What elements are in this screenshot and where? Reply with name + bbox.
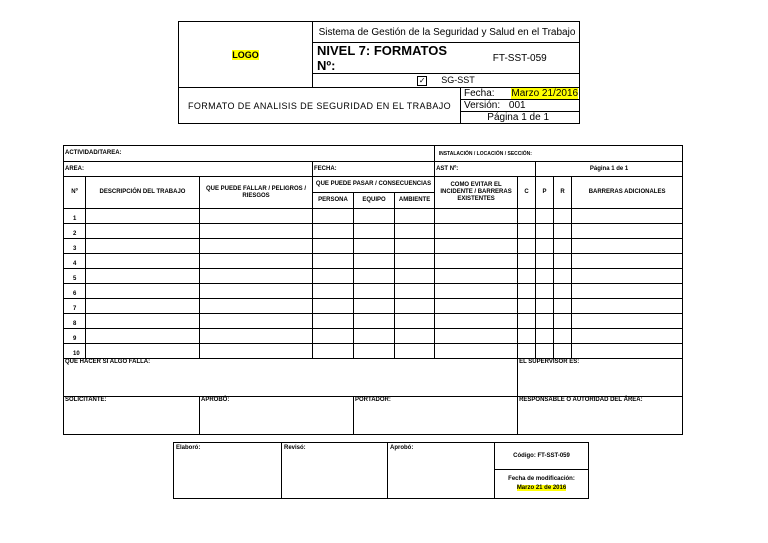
row-number: 8 [64, 314, 86, 329]
table-row [64, 284, 683, 299]
fecha-value: Marzo 21/2016 [511, 88, 579, 99]
row-number: 9 [64, 329, 86, 344]
col-r-header: R [554, 177, 572, 209]
col-persona-header: PERSONA [313, 193, 354, 209]
codigo-label: Código: FT-SST-059 [495, 443, 589, 470]
fecha-row [461, 88, 579, 100]
col-evitar-header: COMO EVITAR EL INCIDENTE / BARRERAS EXISTENTES [435, 177, 518, 209]
logo-placeholder: LOGO [232, 49, 259, 60]
aprobo-field[interactable]: APROBÓ: [200, 397, 354, 435]
table-row [64, 344, 683, 359]
approval-footer [173, 442, 589, 499]
fecha-modificacion [495, 470, 589, 499]
col-ambiente-header: AMBIENTE [395, 193, 435, 209]
portador-field[interactable]: PORTADOR: [354, 397, 518, 435]
table-row [64, 254, 683, 269]
col-desc-header: DESCRIPCIÓN DEL TRABAJO [86, 177, 200, 209]
supervisor-field[interactable]: EL SUPERVISOR ES: [518, 359, 683, 397]
solicitante-field[interactable]: SOLICITANTE: [64, 397, 200, 435]
elaboro-field[interactable]: Elaboró: [174, 443, 282, 499]
row-number: 10 [64, 344, 86, 359]
version-label: Versión: [464, 100, 501, 111]
que-hacer-field[interactable]: QUE HACER SI ALGO FALLA: [64, 359, 518, 397]
page-number: Página 1 de 1 [487, 112, 549, 123]
fecha-mod-label: Fecha de modificación: [508, 476, 575, 482]
col-que-fallar-header: QUE PUEDE FALLAR / PELIGROS / RIESGOS [200, 177, 313, 209]
col-consecuencias-header: QUE PUEDE PASAR / CONSECUENCIAS [313, 177, 435, 193]
logo-cell [179, 22, 313, 88]
table-row [64, 209, 683, 224]
col-c-header: C [518, 177, 536, 209]
col-equipo-header: EQUIPO [354, 193, 395, 209]
ast-form-table [63, 145, 683, 435]
actividad-field[interactable]: ACTIVIDAD/TAREA: [64, 146, 435, 162]
sgsst-row [313, 74, 580, 88]
system-title: Sistema de Gestión de la Seguridad y Salud en el Trabajo [313, 22, 580, 43]
fecha-field[interactable]: FECHA: [313, 162, 435, 177]
document-header [178, 21, 580, 124]
table-row [64, 314, 683, 329]
version-row [461, 100, 579, 112]
row-number: 2 [64, 224, 86, 239]
col-barreras-header: BARRERAS ADICIONALES [572, 177, 683, 209]
row-number: 6 [64, 284, 86, 299]
sgsst-label: SG-SST [441, 75, 475, 86]
aprobo-signature-field[interactable]: Aprobó: [388, 443, 495, 499]
format-code: FT-SST-059 [461, 43, 580, 74]
row-number: 4 [64, 254, 86, 269]
row-number: 3 [64, 239, 86, 254]
table-row [64, 224, 683, 239]
responsable-field[interactable]: RESPONSABLE O AUTORIDAD DEL ÁREA: [518, 397, 683, 435]
fecha-label: Fecha: [464, 88, 495, 99]
table-row [64, 239, 683, 254]
version-value: 001 [508, 100, 526, 111]
check-icon: ✓ [418, 75, 426, 85]
fecha-mod-value: Marzo 21 de 2016 [516, 485, 567, 491]
table-row [64, 329, 683, 344]
instalacion-value[interactable] [536, 146, 683, 162]
area-field[interactable]: AREA: [64, 162, 313, 177]
reviso-field[interactable]: Revisó: [282, 443, 388, 499]
table-row [64, 269, 683, 284]
row-number: 5 [64, 269, 86, 284]
col-no-header: Nº [64, 177, 86, 209]
row-number: 7 [64, 299, 86, 314]
form-page-number: Página 1 de 1 [536, 162, 683, 177]
col-p-header: P [536, 177, 554, 209]
row-number: 1 [64, 209, 86, 224]
meta-cell [461, 88, 580, 124]
ast-field[interactable]: AST Nº: [435, 162, 536, 177]
level-label: NIVEL 7: FORMATOS Nº: [313, 43, 461, 74]
instalacion-label: INSTALACIÓN / LOCACIÓN / SECCIÓN: [435, 146, 536, 162]
format-title: FORMATO DE ANALISIS DE SEGURIDAD EN EL TRABAJO [179, 88, 461, 124]
table-row [64, 299, 683, 314]
